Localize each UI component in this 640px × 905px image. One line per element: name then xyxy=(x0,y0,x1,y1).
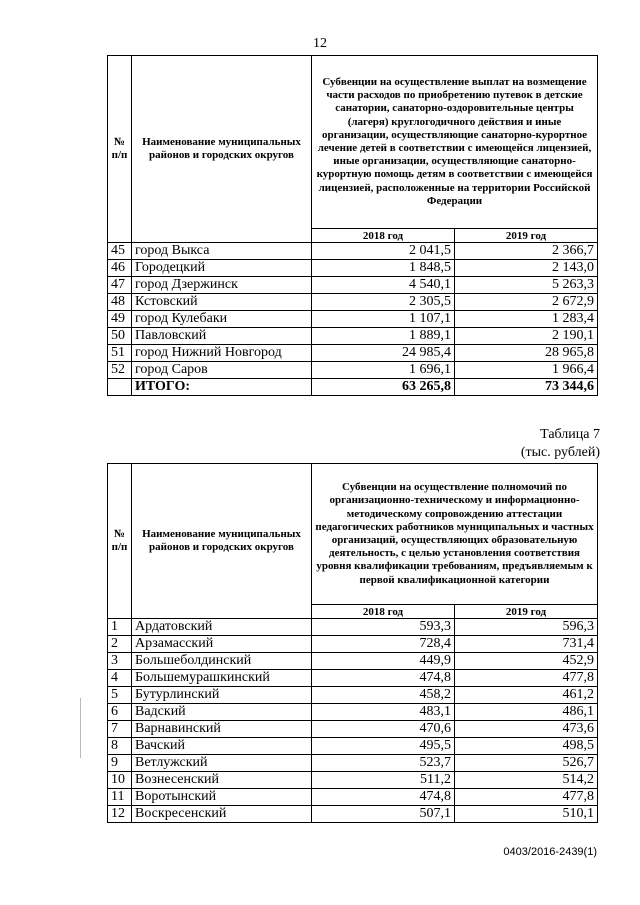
row-number: 49 xyxy=(108,311,132,328)
district-name: город Кулебаки xyxy=(132,311,312,328)
table-row xyxy=(108,687,598,704)
value-2018: 507,1 xyxy=(312,806,455,823)
value-2019: 477,8 xyxy=(455,789,598,806)
page-number: 12 xyxy=(313,36,327,51)
value-2018: 593,3 xyxy=(312,619,455,636)
scan-margin-line xyxy=(80,698,81,758)
header-name: Наименование муниципальных районов и городских округов xyxy=(132,464,312,619)
value-2019: 510,1 xyxy=(455,806,598,823)
value-2019: 461,2 xyxy=(455,687,598,704)
row-number: 7 xyxy=(108,721,132,738)
value-2019: 596,3 xyxy=(455,619,598,636)
row-number: 2 xyxy=(108,636,132,653)
value-2018: 470,6 xyxy=(312,721,455,738)
value-2018: 474,8 xyxy=(312,789,455,806)
table-row xyxy=(108,670,598,687)
value-2019: 498,5 xyxy=(455,738,598,755)
value-2018: 483,1 xyxy=(312,704,455,721)
value-2019: 486,1 xyxy=(455,704,598,721)
district-name: Вадский xyxy=(132,704,312,721)
value-2019: 5 263,3 xyxy=(455,277,598,294)
table-7 xyxy=(107,463,598,823)
value-2018: 4 540,1 xyxy=(312,277,455,294)
row-number: 51 xyxy=(108,345,132,362)
value-2019: 2 143,0 xyxy=(455,260,598,277)
value-2018: 1 848,5 xyxy=(312,260,455,277)
table-row xyxy=(108,704,598,721)
table-row xyxy=(108,328,598,345)
value-2018: 495,5 xyxy=(312,738,455,755)
table-6 xyxy=(107,55,598,396)
district-name: Воротынский xyxy=(132,789,312,806)
district-name: Варнавинский xyxy=(132,721,312,738)
district-name: Бутурлинский xyxy=(132,687,312,704)
table-7-units: (тыс. рублей) xyxy=(520,445,600,460)
header-year-2019: 2019 год xyxy=(455,605,598,619)
row-number: 47 xyxy=(108,277,132,294)
value-2018: 458,2 xyxy=(312,687,455,704)
value-2019: 2 672,9 xyxy=(455,294,598,311)
row-number: 5 xyxy=(108,687,132,704)
row-number: 9 xyxy=(108,755,132,772)
value-2019: 526,7 xyxy=(455,755,598,772)
value-2018: 24 985,4 xyxy=(312,345,455,362)
value-2018: 2 041,5 xyxy=(312,243,455,260)
document-code: 0403/2016-2439(1) xyxy=(503,846,597,858)
header-num: № п/п xyxy=(108,56,132,243)
value-2018: 449,9 xyxy=(312,653,455,670)
district-name: город Выкса xyxy=(132,243,312,260)
table-row xyxy=(108,311,598,328)
value-2019: 473,6 xyxy=(455,721,598,738)
header-subsidy: Субвенции на осуществление полномочий по организационно-техническому и информационно-методическому сопровождению аттестации педагогических работников муниципальных и частных организаций, осуществляющих образовательную деятельность, с целью установления соответствия уровня квалификации требованиям, предъявляемым к первой квалификационной категории xyxy=(312,464,598,605)
table-row xyxy=(108,243,598,260)
table-row xyxy=(108,653,598,670)
row-number: 8 xyxy=(108,738,132,755)
value-2018: 1 889,1 xyxy=(312,328,455,345)
row-number: 46 xyxy=(108,260,132,277)
row-number: 10 xyxy=(108,772,132,789)
table-row xyxy=(108,789,598,806)
total-row xyxy=(108,379,598,396)
header-year-2018: 2018 год xyxy=(312,605,455,619)
district-name: Вознесенский xyxy=(132,772,312,789)
total-2019: 73 344,6 xyxy=(455,379,598,396)
table-row xyxy=(108,619,598,636)
value-2018: 511,2 xyxy=(312,772,455,789)
header-name: Наименование муниципальных районов и городских округов xyxy=(132,56,312,243)
row-number: 6 xyxy=(108,704,132,721)
district-name: Вачский xyxy=(132,738,312,755)
district-name: Большеболдинский xyxy=(132,653,312,670)
value-2019: 2 190,1 xyxy=(455,328,598,345)
district-name: город Нижний Новгород xyxy=(132,345,312,362)
value-2019: 514,2 xyxy=(455,772,598,789)
total-label: ИТОГО: xyxy=(132,379,312,396)
district-name: город Дзержинск xyxy=(132,277,312,294)
district-name: Кстовский xyxy=(132,294,312,311)
row-number: 12 xyxy=(108,806,132,823)
table-row xyxy=(108,738,598,755)
table-row xyxy=(108,636,598,653)
table-row xyxy=(108,294,598,311)
row-number: 45 xyxy=(108,243,132,260)
value-2019: 1 966,4 xyxy=(455,362,598,379)
value-2019: 28 965,8 xyxy=(455,345,598,362)
value-2018: 474,8 xyxy=(312,670,455,687)
row-number: 52 xyxy=(108,362,132,379)
value-2018: 1 696,1 xyxy=(312,362,455,379)
value-2018: 1 107,1 xyxy=(312,311,455,328)
value-2018: 728,4 xyxy=(312,636,455,653)
row-number: 1 xyxy=(108,619,132,636)
value-2018: 523,7 xyxy=(312,755,455,772)
district-name: Ветлужский xyxy=(132,755,312,772)
district-name: Павловский xyxy=(132,328,312,345)
row-number: 11 xyxy=(108,789,132,806)
table-7-caption: Таблица 7 xyxy=(540,427,600,442)
district-name: город Саров xyxy=(132,362,312,379)
header-subsidy: Субвенции на осуществление выплат на возмещение части расходов по приобретению путевок в детские санатории, санаторно-оздоровительные центры (лагеря) круглогодичного действия и иные организации, осуществляющие санаторно-курортное лечение детей в соответствии с имеющейся лицензией, иные организации, осуществляющие санаторно-курортную помощь детям в соответствии с имеющейся лицензией, расположенные на территории Российской Федерации xyxy=(312,56,598,229)
total-2018: 63 265,8 xyxy=(312,379,455,396)
table-row xyxy=(108,772,598,789)
header-year-2018: 2018 год xyxy=(312,229,455,243)
row-number: 50 xyxy=(108,328,132,345)
table-row xyxy=(108,362,598,379)
value-2019: 2 366,7 xyxy=(455,243,598,260)
value-2019: 477,8 xyxy=(455,670,598,687)
row-number: 48 xyxy=(108,294,132,311)
district-name: Большемурашкинский xyxy=(132,670,312,687)
table-row xyxy=(108,277,598,294)
value-2019: 452,9 xyxy=(455,653,598,670)
table-row xyxy=(108,721,598,738)
district-name: Ардатовский xyxy=(132,619,312,636)
district-name: Воскресенский xyxy=(132,806,312,823)
district-name: Арзамасский xyxy=(132,636,312,653)
table-row xyxy=(108,345,598,362)
table-row xyxy=(108,806,598,823)
row-number: 3 xyxy=(108,653,132,670)
district-name: Городецкий xyxy=(132,260,312,277)
table-row xyxy=(108,755,598,772)
header-num: № п/п xyxy=(108,464,132,619)
row-number: 4 xyxy=(108,670,132,687)
header-year-2019: 2019 год xyxy=(455,229,598,243)
table-row xyxy=(108,260,598,277)
value-2019: 1 283,4 xyxy=(455,311,598,328)
value-2018: 2 305,5 xyxy=(312,294,455,311)
value-2019: 731,4 xyxy=(455,636,598,653)
